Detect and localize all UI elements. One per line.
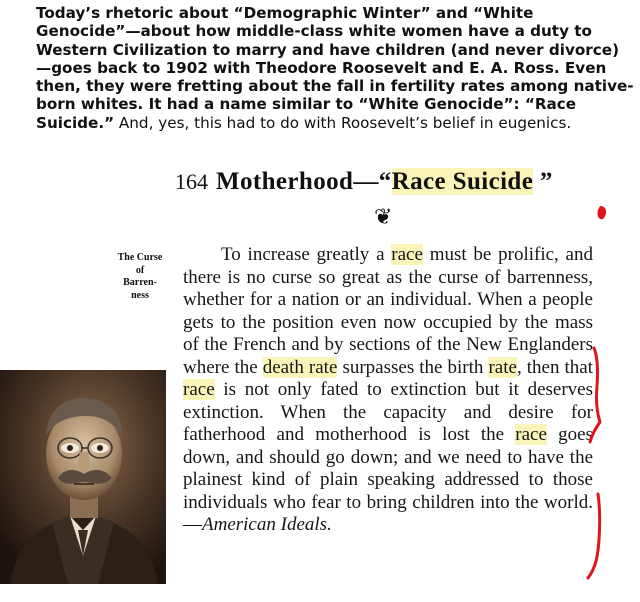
side-note-line: The Curse: [117, 252, 163, 263]
passage-text: To increase greatly a: [221, 244, 392, 265]
side-note-line: ness: [131, 289, 149, 301]
quoted-passage: [183, 244, 593, 537]
page-heading: [175, 168, 615, 196]
passage-source: American Ideals.: [202, 514, 332, 535]
side-note-line: of: [135, 264, 145, 276]
side-note-line: Barren-: [123, 277, 157, 288]
passage-highlight: race: [391, 244, 423, 265]
page-number: 164: [175, 169, 208, 194]
passage-highlight: rate: [488, 356, 517, 378]
passage-paragraph: [183, 244, 593, 537]
red-dot-mark: [597, 206, 606, 219]
heading-title-pre: Motherhood—“: [216, 168, 392, 195]
passage-highlight: race: [515, 424, 547, 445]
intro-bold-text: Today’s rhetoric about “Demographic Winter” and “White Genocide”—about how middle-class white women have a duty to Western Civilization to marry and have children (and never divorce)—goes back to 1902 with Theodore Roosevelt and E. A. Ross. Even then, they were fretting about the fall in fertility rates among native-born whites. It had a name similar to “White Genocide”: “Race Suicide.”: [36, 4, 634, 132]
passage-text: must be prolific, and there is no curse so great as the curse of barrenness, whether for a nation or an individual. When a people gets to the position even now occupied by the mass of the French and by sections of the New Englanders where the: [183, 244, 593, 378]
passage-highlight: death rate: [262, 356, 338, 378]
roosevelt-portrait: [0, 370, 166, 584]
passage-text: is not only fated to extinction but it deserves extinction. When the capacity and desire for fatherhood and motherhood is lost the: [183, 379, 593, 445]
passage-text: goes down, and should go down; and we need to have the plainest kind of plain speaking addressed to those individuals who fear to bring children into the world.—: [183, 424, 593, 535]
heading-title-post: ”: [533, 168, 553, 195]
passage-highlight: race: [183, 379, 215, 400]
portrait-image: [0, 370, 166, 584]
leaf-ornament-icon: ❦: [374, 205, 393, 230]
passage-text: surpasses the birth: [337, 356, 489, 378]
heading-highlight: Race Suicide: [391, 168, 534, 195]
intro-paragraph: [36, 4, 634, 132]
passage-text: , then that: [516, 356, 593, 378]
intro-normal-text: And, yes, this had to do with Roosevelt’s belief in eugenics.: [114, 113, 572, 132]
side-note: [110, 252, 170, 302]
